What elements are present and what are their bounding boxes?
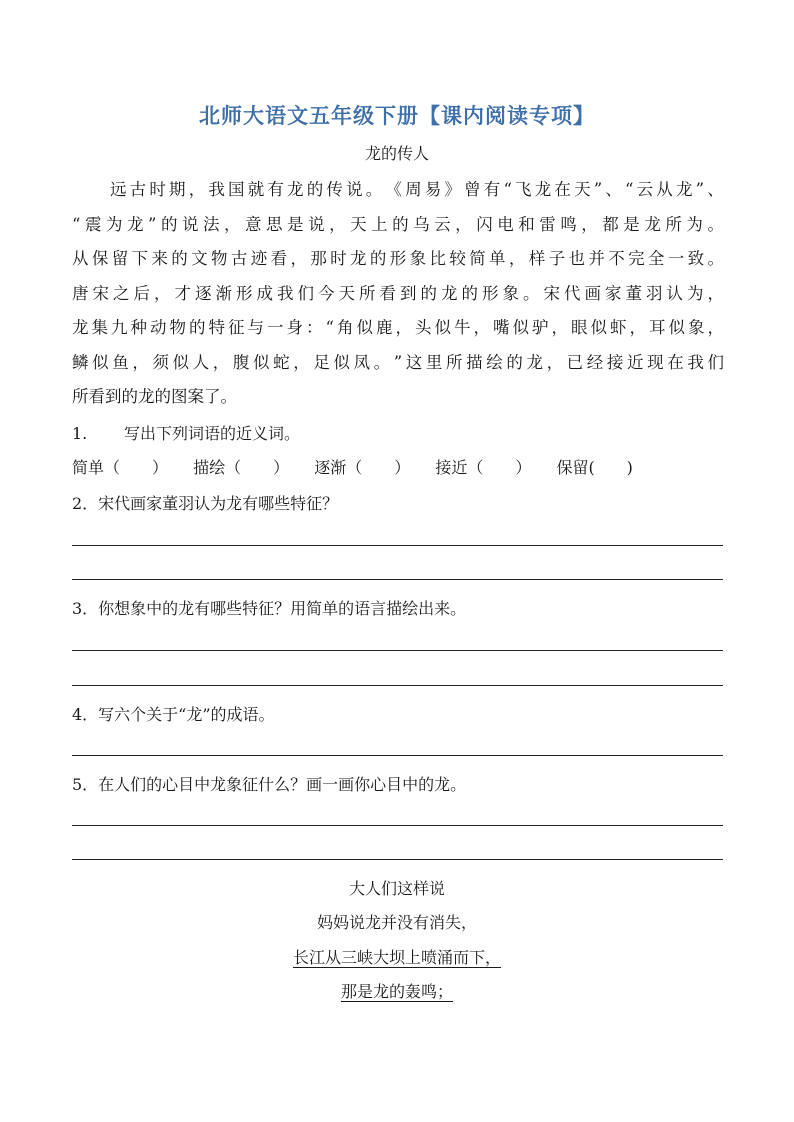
poem-line [0, 910, 794, 933]
question-1-word-list [72, 455, 724, 478]
question-1 [72, 421, 724, 444]
answer-line[interactable] [72, 755, 723, 756]
answer-line[interactable] [72, 545, 723, 546]
passage-line: 远 古 时 期 ， 我 国 就 有 龙 的 传 说 。 《 周 易 》 曾 有 “ 飞 龙 在 天 ” 、 “ 云 从 龙 ” 、 [110, 180, 724, 199]
poem-line [0, 876, 794, 899]
poem-line [0, 979, 794, 1002]
poem-line-text: 妈妈说龙并没有消失， [316, 913, 477, 932]
synonym-blank[interactable]: 接近（ ） [435, 458, 532, 477]
synonym-blank[interactable]: 简单（ ） [72, 458, 169, 477]
synonym-blank[interactable]: 保留( ) [556, 458, 633, 477]
passage-line: “ 震 为 龙 ” 的 说 法 ， 意 思 是 说 ， 天 上 的 乌 云 ， 闪 电 和 雷 鸣 ， 都 是 龙 所 为 。 [72, 214, 724, 234]
poem-line-text: 长江从三峡大坝上喷涌而下， [292, 948, 501, 967]
passage-line: 龙 集 九 种 动 物 的 特 征 与 一 身 ： “ 角 似 鹿 ， 头 似 牛 ， 嘴 似 驴 ， 眼 似 虾 ， 耳 似 象 ， [72, 318, 724, 337]
passage-line: 所看到的龙的图案了。 [72, 387, 237, 406]
synonym-blank[interactable]: 逐渐（ ） [314, 458, 411, 477]
poem-line [0, 945, 794, 968]
answer-line[interactable] [72, 685, 723, 686]
question-3: 3．你想象中的龙有哪些特征？用简单的语言描绘出来。 [72, 599, 467, 618]
answer-line[interactable] [72, 825, 723, 826]
answer-line[interactable] [72, 579, 723, 580]
question-4: 4．写六个关于“龙”的成语。 [72, 705, 275, 724]
page-title: 北师大语文五年级下册【课内阅读专项】 [199, 104, 595, 128]
passage-line: 从 保 留 下 来 的 文 物 古 迹 看 ， 那 时 龙 的 形 象 比 较 简 单 ， 样 子 也 并 不 完 全 一 致 。 [72, 249, 724, 268]
question-1-text: 写出下列词语的近义词。 [124, 424, 301, 443]
synonym-blank[interactable]: 描绘（ ） [193, 458, 290, 477]
answer-line[interactable] [72, 859, 723, 860]
reading-passage [72, 173, 724, 415]
question-2: 2．宋代画家董羽认为龙有哪些特征？ [72, 494, 339, 513]
passage-title: 龙的传人 [364, 144, 429, 163]
passage-line: 唐 宋 之 后 ， 才 逐 渐 形 成 我 们 今 天 所 看 到 的 龙 的 形 象 。 宋 代 画 家 董 羽 认 为 ， [72, 283, 724, 303]
passage-line: 鳞 似 鱼 ， 须 似 人 ， 腹 似 蛇 ， 足 似 凤 。 ” 这 里 所 描 绘 的 龙 ， 已 经 接 近 现 在 我 们 [72, 352, 724, 372]
answer-line[interactable] [72, 650, 723, 651]
poem-line-text: 那是龙的轰鸣； [340, 982, 453, 1001]
question-5: 5．在人们的心目中龙象征什么？画一画你心目中的龙。 [72, 775, 467, 794]
question-1-number: 1. [72, 424, 88, 443]
poem-line-text: 大人们这样说 [348, 879, 445, 898]
